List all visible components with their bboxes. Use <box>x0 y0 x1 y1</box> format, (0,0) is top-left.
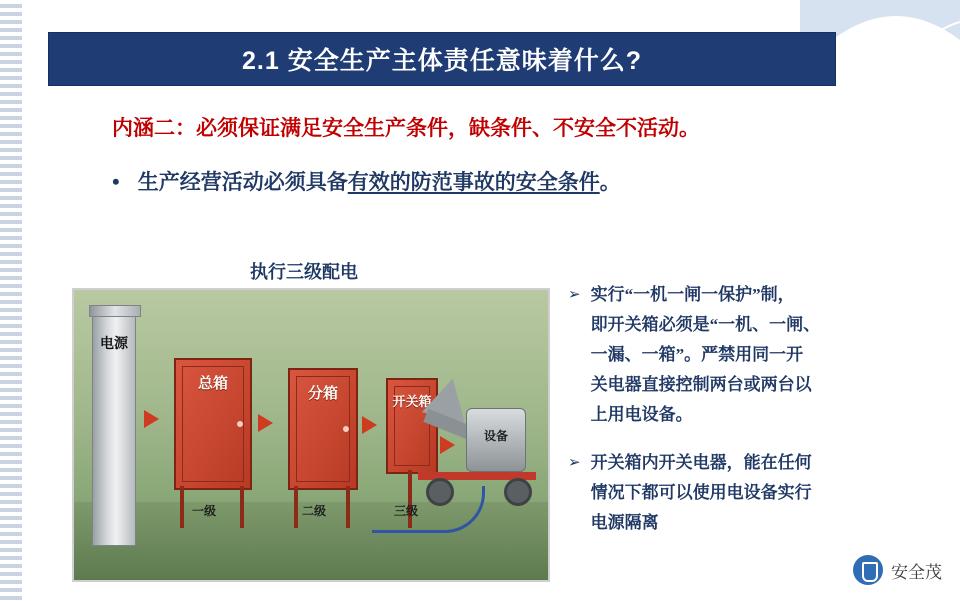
machine-label: 设备 <box>483 429 508 443</box>
notes-list <box>568 280 938 556</box>
cabinet-sub-knob-icon <box>343 426 349 432</box>
watermark-label: 安全茂 <box>891 562 942 582</box>
three-level-distribution-figure <box>72 288 550 582</box>
note-line: 上用电设备。 <box>590 405 693 424</box>
note-line: 即开关箱必须是“一机、一闸、 <box>590 315 821 334</box>
cabinet-sub-leg-right <box>346 486 350 528</box>
statement-plain-text: 生产经营活动必须具备 <box>137 170 348 194</box>
statement-line-red: 内涵二：必须保证满足安全生产条件，缺条件、不安全不活动。 <box>112 116 700 140</box>
cabinet-main-box <box>174 358 252 490</box>
slide-title-bar <box>48 32 836 86</box>
list-item <box>568 280 938 430</box>
cabinet-main-leg-right <box>240 486 244 528</box>
watermark <box>853 555 942 585</box>
note-line: 情况下都可以使用电设备实行 <box>590 483 812 502</box>
note-text-block <box>591 448 812 538</box>
page-title: 2.1 安全生产主体责任意味着什么? <box>242 47 642 75</box>
cabinet-sub-box <box>288 368 358 490</box>
shield-icon <box>853 555 883 585</box>
arrow-bullet-icon: ➢ <box>568 454 581 471</box>
note-line: 开关箱内开关电器，能在任何 <box>590 453 812 472</box>
power-source-label: 电源 <box>100 337 128 352</box>
bullet-dot-icon: • <box>112 169 120 194</box>
statement-tail-text: 。 <box>599 170 621 194</box>
statement-underlined-text: 有效的防范事故的安全条件 <box>347 170 600 194</box>
list-item <box>568 448 938 538</box>
note-line: 关电器直接控制两台或两台以 <box>590 375 812 394</box>
left-decorative-stripe <box>0 0 34 601</box>
power-source-cap <box>89 305 141 317</box>
cabinet-sub-leg-left <box>294 486 298 528</box>
power-source-column <box>92 312 136 546</box>
cabinet-main-label: 总箱 <box>197 376 228 392</box>
note-line: 实行“一机一闸一保护”制， <box>590 285 795 304</box>
cabinet-switch-label: 开关箱 <box>392 394 432 409</box>
flow-arrow-4-icon <box>440 436 455 454</box>
cabinet-main-leg-left <box>180 486 184 528</box>
figure-caption: 执行三级配电 <box>250 262 358 282</box>
cabinet-switch-grade: 三级 <box>394 504 419 518</box>
note-line: 电源隔离 <box>590 513 659 532</box>
cabinet-sub-label: 分箱 <box>307 386 338 402</box>
statement-line-bullet <box>112 166 621 196</box>
cabinet-main-knob-icon <box>237 421 243 427</box>
machine-wheel-right <box>504 478 532 506</box>
flow-arrow-2-icon <box>258 414 273 432</box>
note-text-block <box>591 280 821 430</box>
note-line: 一漏、一箱”。严禁用同一开 <box>590 345 804 364</box>
cabinet-sub-grade: 二级 <box>302 504 327 518</box>
flow-arrow-3-icon <box>362 416 377 434</box>
machine-body <box>466 408 526 472</box>
left-stripe-gap <box>22 0 34 601</box>
arrow-bullet-icon: ➢ <box>568 286 581 303</box>
flow-arrow-1-icon <box>144 410 159 428</box>
cabinet-main-grade: 一级 <box>192 504 217 518</box>
